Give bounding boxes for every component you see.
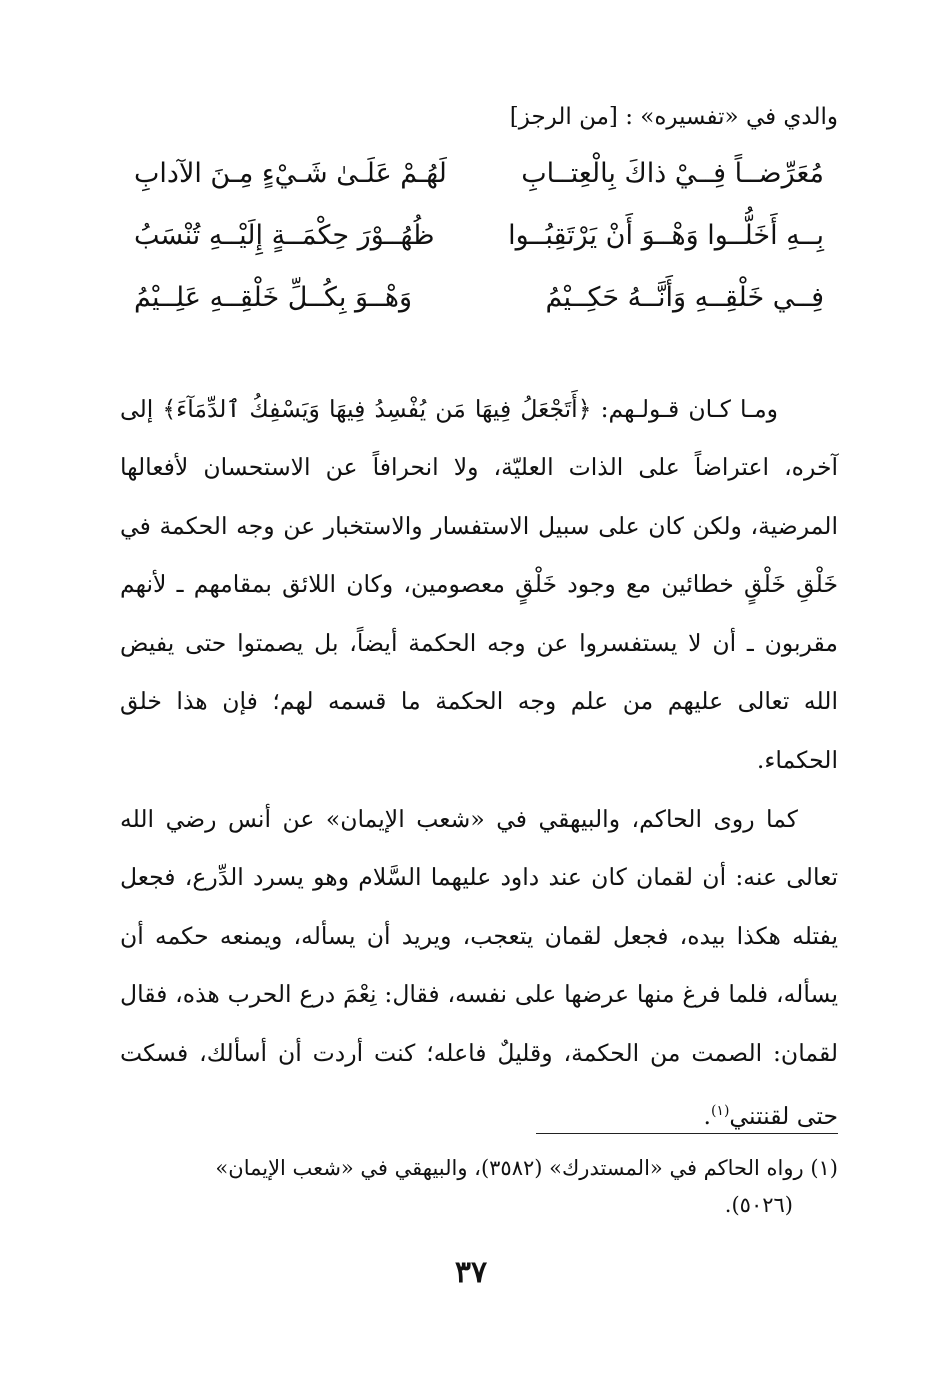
poem-verse — [120, 158, 838, 220]
paragraph-luqman-text: كما روى الحاكم، والبيهقي في «شعب الإيمان» عن أنس رضي الله تعالى عنه: أن لقمان كان عند داود عليهما السَّلام وهو يسرد الدِّرع، فجعل يفتله هكذا بيده، فجعل لقمان يتعجب، ويريد أن يسأله، ويمنعه حكمه أن يسأله، فلما فرغ منها عرضها على نفسه، فقال: نِعْمَ درع الحرب هذه، فقال لقمان: الصمت من الحكمة، وقليلٌ فاعله؛ كنت أردت أن أسألك، فسكت حتى لقنتني — [120, 804, 838, 1130]
verse-first-hemistich: فِــي خَلْقِــهِ وَأَنَّــهُ حَكِــيْمُ — [545, 282, 824, 313]
footnote-number: (١) — [810, 1156, 838, 1180]
footnote-reference: (١) — [710, 1103, 730, 1119]
verse-second-hemistich: لَهُـمْ عَلَـىٰ شَـيْءٍ مِـنَ الآدابِ — [134, 158, 447, 189]
verse-first-hemistich: مُعَرِّضــاً فِــيْ ذاكَ بِالْعِتــابِ — [521, 158, 824, 189]
footnote-divider — [536, 1133, 838, 1134]
poem-verse — [120, 282, 838, 344]
footnote-text: رواه الحاكم في «المستدرك» (٣٥٨٢)، والبيهقي في «شعب الإيمان» — [215, 1156, 804, 1180]
paragraph-luqman-story — [120, 790, 838, 1146]
footnote — [120, 1150, 838, 1224]
verse-second-hemistich: وَهْــوَ بِكُــلِّ خَلْقِــهِ عَلِــيْمُ — [134, 282, 413, 313]
verse-second-hemistich: ظُهُــوْرَ حِكْمَــةٍ إِلَيْــهِ تُنْسَبُ — [134, 220, 435, 251]
footnote-line — [120, 1150, 838, 1187]
paragraph-angels-question: ومـا كـان قـولـهم: ﴿أَتَجْعَلُ فِيهَا مَن يُفْسِدُ فِيهَا وَيَسْفِكُ ٱلدِّمَآءَ﴾ إلى آخره، اعتراضاً على الذات العليّة، ولا انحرافاً عن الاستحسان لأفعالها المرضية، ولكن كان على سبيل الاستفسار والاستخبار عن وجه الحكمة في خَلْقِ خَلْقٍ خطائين مع وجود خَلْقٍ معصومين، وكان اللائق بمقامهم ـ لأنهم مقربون ـ أن لا يستفسروا عن وجه الحكمة أيضاً، بل يصمتوا حتى يفيض الله تعالى عليهم من علم وجه الحكمة ما قسمه لهم؛ فإن هذا خلق الحكماء. — [120, 394, 838, 774]
verse-intro: والدي في «تفسيره» : [من الرجز] — [509, 104, 838, 130]
page-number: ٣٧ — [454, 1255, 488, 1290]
paragraph-end-mark: . — [703, 1101, 711, 1130]
footnote-line-continued: (٥٠٢٦). — [724, 1193, 793, 1217]
book-page — [120, 0, 838, 1380]
verse-first-hemistich: بِــهِ أَخَلُّــوا وَهْــوَ أَنْ يَرْتَقِبُــوا — [508, 220, 824, 251]
poem-verse — [120, 220, 838, 282]
poem — [120, 158, 838, 344]
